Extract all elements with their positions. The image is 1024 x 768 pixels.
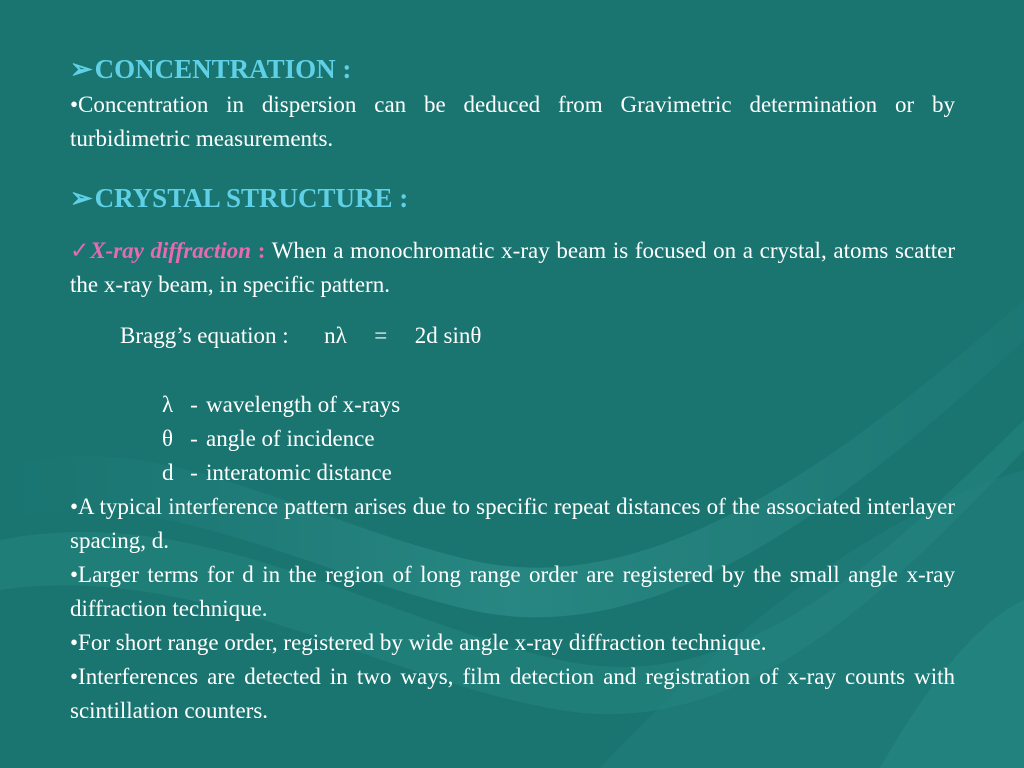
symbol-meaning: wavelength of x-rays [206, 392, 401, 417]
bragg-equals: = [374, 323, 388, 348]
symbol-lambda: λ [162, 392, 174, 417]
symbol-dash: - [190, 460, 198, 485]
symbol-meaning: interatomic distance [206, 460, 392, 485]
bragg-rhs: 2d sinθ [414, 323, 482, 348]
xray-diffraction-paragraph [70, 234, 955, 302]
xray-colon: : [257, 238, 266, 263]
bullet-paragraph: •A typical interference pattern arises due to specific repeat distances of the associated interlayer spacing, d. [70, 494, 955, 553]
symbol-d: d [162, 460, 174, 485]
symbol-dash: - [190, 392, 198, 417]
symbol-dash: - [190, 426, 198, 451]
symbol-theta: θ [162, 426, 174, 451]
bragg-label: Bragg’s equation : [120, 323, 289, 348]
crystal-structure-heading-text: CRYSTAL STRUCTURE : [94, 183, 409, 213]
bragg-lhs: nλ [324, 323, 347, 348]
concentration-heading-text: CONCENTRATION : [94, 54, 352, 84]
arrow-bullet-icon: ➢ [70, 183, 93, 213]
xray-diffraction-title: X-ray diffraction [90, 238, 252, 263]
symbol-definition-row [162, 422, 375, 456]
checkmark-icon: ✓ [70, 238, 91, 263]
xray-diffraction-text: When a monochromatic x-ray beam is focused on a crystal, atoms scatter the x-ray beam, in specific pattern. [70, 238, 955, 297]
bullet-paragraph: •For short range order, registered by wide angle x-ray diffraction technique. [70, 630, 767, 655]
symbol-meaning: angle of incidence [206, 426, 375, 451]
arrow-bullet-icon: ➢ [70, 54, 93, 84]
symbol-definition-row [162, 388, 400, 422]
bullet-paragraph: •Larger terms for d in the region of long range order are registered by the small angle x-ray diffraction technique. [70, 562, 955, 621]
bragg-equation [120, 319, 481, 353]
bullet-paragraph: •Interferences are detected in two ways, film detection and registration of x-ray counts with scintillation counters. [70, 664, 955, 723]
concentration-paragraph: •Concentration in dispersion can be deduced from Gravimetric determination or by turbidimetric measurements. [70, 92, 955, 151]
crystal-structure-heading [70, 181, 408, 215]
symbol-definition-row [162, 456, 392, 490]
concentration-heading [70, 52, 351, 86]
